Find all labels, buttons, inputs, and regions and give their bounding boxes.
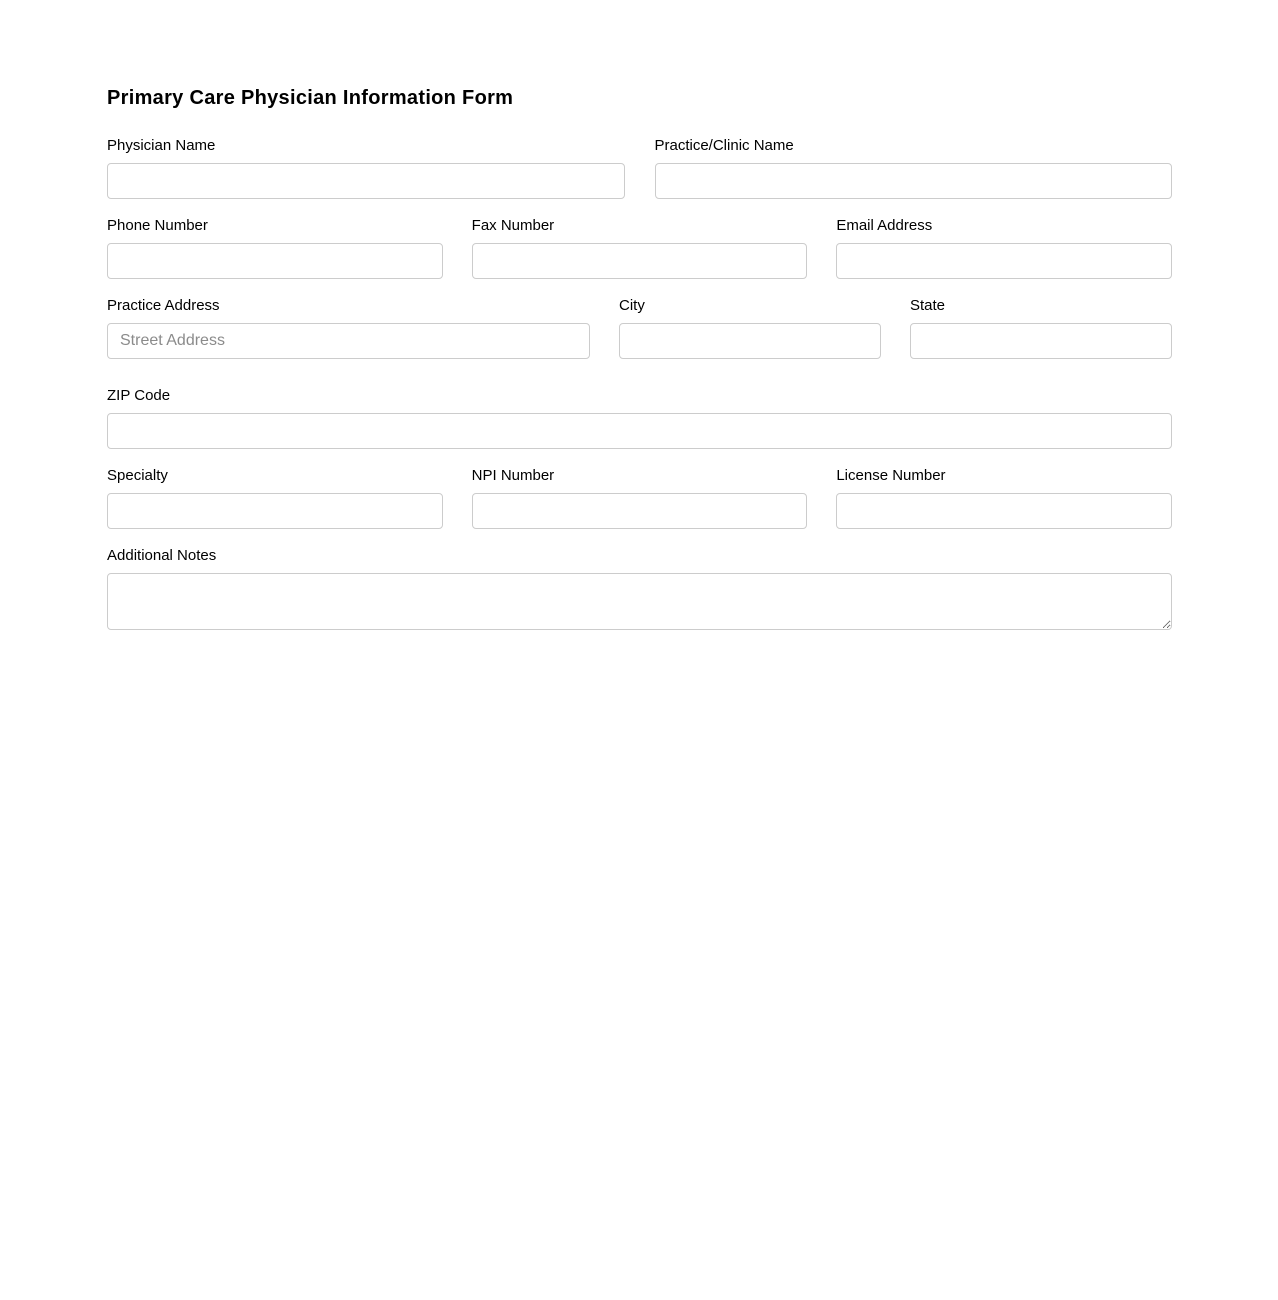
form-row-5 (107, 467, 1172, 529)
phone-number-field (107, 217, 443, 279)
phone-number-label: Phone Number (107, 217, 208, 234)
physician-name-field (107, 137, 625, 199)
city-field (619, 297, 881, 359)
specialty-label: Specialty (107, 467, 168, 484)
phone-number-input[interactable] (107, 243, 443, 279)
zip-code-input[interactable] (107, 413, 1172, 449)
practice-address-field (107, 297, 590, 359)
practice-clinic-name-field (655, 137, 1173, 199)
fax-number-field (472, 217, 808, 279)
license-number-label: License Number (836, 467, 946, 484)
fax-number-input[interactable] (472, 243, 808, 279)
practice-address-label: Practice Address (107, 297, 220, 314)
practice-clinic-name-input[interactable] (655, 163, 1173, 199)
practice-clinic-name-label: Practice/Clinic Name (654, 137, 794, 154)
physician-info-form (107, 0, 1172, 630)
form-row-1 (107, 137, 1172, 199)
state-input[interactable] (910, 323, 1172, 359)
state-field (910, 297, 1172, 359)
form-row-2 (107, 217, 1172, 279)
email-address-field (836, 217, 1172, 279)
fax-number-label: Fax Number (471, 217, 555, 234)
city-label: City (619, 297, 645, 314)
street-address-input[interactable] (107, 323, 590, 359)
email-address-input[interactable] (836, 243, 1172, 279)
additional-notes-textarea[interactable] (107, 573, 1172, 630)
specialty-field (107, 467, 443, 529)
email-address-label: Email Address (836, 217, 933, 234)
npi-number-field (472, 467, 808, 529)
form-row-4 (107, 387, 1172, 449)
form-row-6 (107, 547, 1172, 630)
physician-name-label: Physician Name (107, 137, 216, 154)
additional-notes-field (107, 547, 1172, 630)
zip-code-label: ZIP Code (107, 387, 171, 404)
specialty-input[interactable] (107, 493, 443, 529)
npi-number-input[interactable] (472, 493, 808, 529)
city-input[interactable] (619, 323, 881, 359)
additional-notes-label: Additional Notes (107, 547, 217, 564)
form-row-3 (107, 297, 1172, 359)
page-title: Primary Care Physician Information Form (107, 87, 514, 109)
physician-name-input[interactable] (107, 163, 625, 199)
npi-number-label: NPI Number (471, 467, 555, 484)
license-number-field (836, 467, 1172, 529)
zip-code-field (107, 387, 1172, 449)
state-label: State (910, 297, 946, 314)
license-number-input[interactable] (836, 493, 1172, 529)
